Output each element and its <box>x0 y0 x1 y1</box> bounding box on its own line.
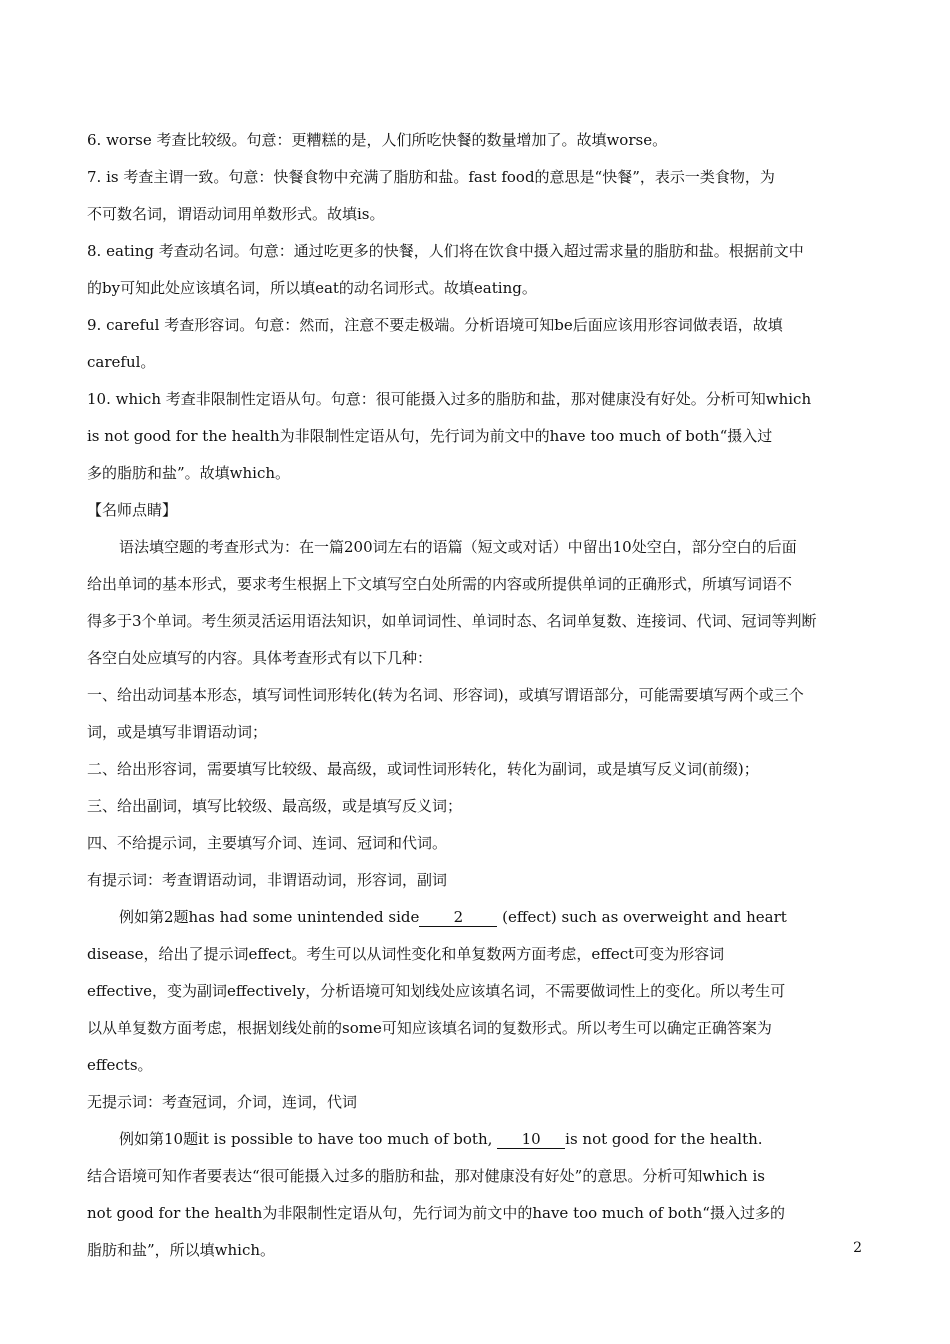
example-2-before: 例如第10题it is possible to have too much of both, <box>119 1130 498 1148</box>
list-item-2: 二、给出形容词，需要填写比较级、最高级，或词性词形转化，转化为副词，或是填写反义词(前缀)； <box>87 760 759 778</box>
document-body <box>87 122 863 1269</box>
paragraph-line: 脂肪和盐”，所以填which。 <box>87 1241 276 1259</box>
page-number: 2 <box>853 1240 862 1256</box>
paragraph-line: not good for the health为非限制性定语从句，先行词为前文中的have too much of both“摄入过多的 <box>87 1204 785 1222</box>
answer-9: 9. careful 考查形容词。句意：然而，注意不要走极端。分析语境可知be后面应该用形容词做表语，故填 <box>87 316 783 334</box>
paragraph-line: 得多于3个单词。考生须灵活运用语法知识，如单词词性、单词时态、名词单复数、连接词、代词、冠词等判断 <box>87 612 817 630</box>
example-2 <box>87 1121 863 1158</box>
paragraph-line: 结合语境可知作者要表达“很可能摄入过多的脂肪和盐，那对健康没有好处”的意思。分析可知which is <box>87 1167 765 1185</box>
answer-10: 10. which 考查非限制性定语从句。句意：很可能摄入过多的脂肪和盐，那对健康没有好处。分析可知which <box>87 390 812 408</box>
list-item-1: 一、给出动词基本形态，填写词性词形转化(转为名词、形容词)，或填写谓语部分，可能需要填写两个或三个 <box>87 686 804 704</box>
paragraph-line: 各空白处应填写的内容。具体考查形式有以下几种： <box>87 649 433 667</box>
list-item-3: 三、给出副词，填写比较级、最高级，或是填写反义词； <box>87 797 463 815</box>
example-1-blank: 2 <box>419 908 497 927</box>
paragraph-line: 语法填空题的考查形式为：在一篇200词左右的语篇（短文或对话）中留出10处空白，部分空白的后面 <box>119 538 797 556</box>
answer-10-cont2: 多的脂肪和盐”。故填which。 <box>87 464 291 482</box>
example-2-blank: 10 <box>497 1130 565 1149</box>
subheading-no-hint: 无提示词：考查冠词，介词，连词，代词 <box>87 1093 358 1111</box>
example-1-before: 例如第2题has had some unintended side <box>119 908 420 926</box>
example-2-after: is not good for the health. <box>565 1130 763 1148</box>
answer-6: 6. worse 考查比较级。句意：更糟糕的是，人们所吃快餐的数量增加了。故填worse。 <box>87 131 668 149</box>
paragraph-line: disease，给出了提示词effect。考生可以从词性变化和单复数两方面考虑，effect可变为形容词 <box>87 945 725 963</box>
paragraph-line: 以从单复数方面考虑，根据划线处前的some可知应该填名词的复数形式。所以考生可以确定正确答案为 <box>87 1019 772 1037</box>
answer-7-cont: 不可数名词，谓语动词用单数形式。故填is。 <box>87 205 385 223</box>
paragraph-line: effects。 <box>87 1056 153 1074</box>
list-item-4: 四、不给提示词，主要填写介词、连词、冠词和代词。 <box>87 834 448 852</box>
answer-10-cont: is not good for the health为非限制性定语从句，先行词为前文中的have too much of both“摄入过 <box>87 427 773 445</box>
answer-8: 8. eating 考查动名词。句意：通过吃更多的快餐，人们将在饮食中摄入超过需求量的脂肪和盐。根据前文中 <box>87 242 804 260</box>
example-1 <box>87 899 863 936</box>
paragraph-line: 给出单词的基本形式，要求考生根据上下文填写空白处所需的内容或所提供单词的正确形式，所填写词语不 <box>87 575 793 593</box>
answer-9-cont: careful。 <box>87 353 156 371</box>
example-1-after: (effect) such as overweight and heart <box>497 908 787 926</box>
section-heading: 【名师点睛】 <box>87 501 178 519</box>
paragraph-line: effective，变为副词effectively，分析语境可知划线处应该填名词，不需要做词性上的变化。所以考生可 <box>87 982 786 1000</box>
subheading-with-hint: 有提示词：考查谓语动词，非谓语动词，形容词，副词 <box>87 871 448 889</box>
answer-7: 7. is 考查主谓一致。句意：快餐食物中充满了脂肪和盐。fast food的意思是“快餐”，表示一类食物，为 <box>87 168 775 186</box>
answer-8-cont: 的by可知此处应该填名词，所以填eat的动名词形式。故填eating。 <box>87 279 537 297</box>
list-item-1-cont: 词，或是填写非谓语动词； <box>87 723 268 741</box>
